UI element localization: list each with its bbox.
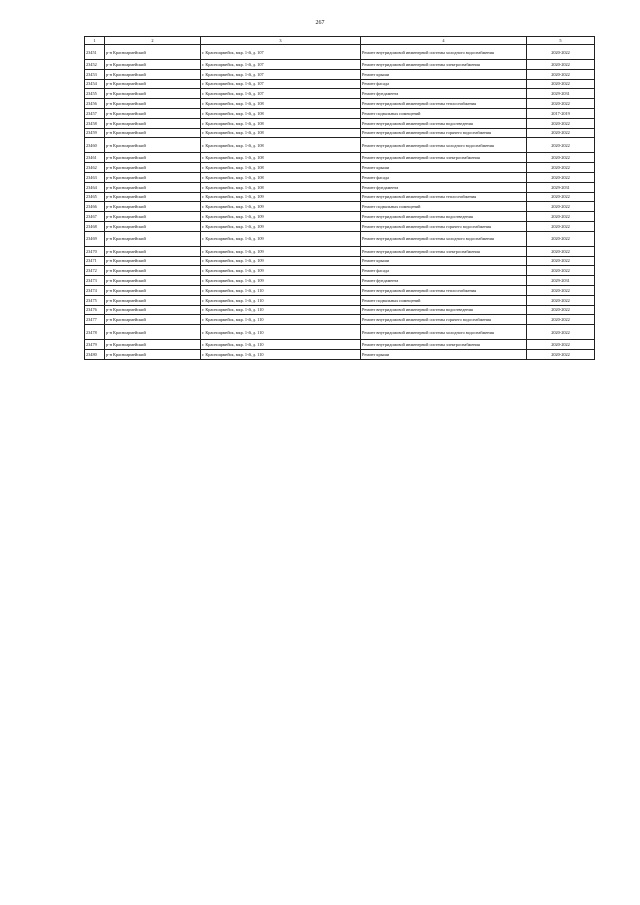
column-header-1: 1 [85, 37, 105, 45]
column-header-5: 5 [527, 37, 595, 45]
cell-district: р-н Красноармейский [105, 79, 201, 89]
table-row [85, 256, 595, 266]
cell-address: г. Красноармейск, мкр. 1-й, д. 109 [201, 231, 361, 246]
table-row [85, 221, 595, 231]
table-row [85, 266, 595, 276]
table-row [85, 202, 595, 212]
cell-number: 23478 [85, 325, 105, 340]
cell-district: р-н Красноармейский [105, 276, 201, 286]
cell-address: г. Красноармейск, мкр. 1-й, д. 108 [201, 138, 361, 153]
table-row [85, 246, 595, 256]
table-row [85, 325, 595, 340]
cell-number: 23462 [85, 163, 105, 173]
table-row [85, 172, 595, 182]
cell-address: г. Красноармейск, мкр. 1-й, д. 110 [201, 325, 361, 340]
cell-work-type: Ремонт подвальных помещений [361, 202, 527, 212]
cell-period: 2029-2031 [527, 276, 595, 286]
table-row [85, 45, 595, 60]
cell-number: 23477 [85, 315, 105, 325]
cell-work-type: Ремонт внутридомовой инженерной системы водоотведения [361, 212, 527, 222]
cell-address: г. Красноармейск, мкр. 1-й, д. 109 [201, 192, 361, 202]
cell-address: г. Красноармейск, мкр. 1-й, д. 107 [201, 89, 361, 99]
cell-district: р-н Красноармейский [105, 305, 201, 315]
cell-district: р-н Красноармейский [105, 99, 201, 109]
cell-address: г. Красноармейск, мкр. 1-й, д. 108 [201, 118, 361, 128]
cell-work-type: Ремонт внутридомовой инженерной системы горячего водоснабжения [361, 128, 527, 138]
cell-district: р-н Красноармейский [105, 118, 201, 128]
cell-district: р-н Красноармейский [105, 315, 201, 325]
cell-number: 23452 [85, 60, 105, 70]
cell-work-type: Ремонт внутридомовой инженерной системы горячего водоснабжения [361, 315, 527, 325]
cell-period: 2020-2022 [527, 349, 595, 359]
table-row [85, 118, 595, 128]
cell-number: 23456 [85, 99, 105, 109]
table-row [85, 340, 595, 350]
cell-district: р-н Красноармейский [105, 138, 201, 153]
cell-number: 23459 [85, 128, 105, 138]
table-row [85, 315, 595, 325]
cell-work-type: Ремонт внутридомовой инженерной системы теплоснабжения [361, 99, 527, 109]
cell-number: 23455 [85, 89, 105, 99]
repair-schedule-table [84, 36, 595, 360]
cell-district: р-н Красноармейский [105, 340, 201, 350]
cell-address: г. Красноармейск, мкр. 1-й, д. 109 [201, 266, 361, 276]
cell-district: р-н Красноармейский [105, 153, 201, 163]
cell-period: 2020-2022 [527, 315, 595, 325]
cell-period: 2020-2022 [527, 221, 595, 231]
cell-period: 2020-2022 [527, 69, 595, 79]
cell-number: 23458 [85, 118, 105, 128]
table-row [85, 231, 595, 246]
cell-work-type: Ремонт крыши [361, 69, 527, 79]
cell-work-type: Ремонт внутридомовой инженерной системы электроснабжения [361, 246, 527, 256]
cell-district: р-н Красноармейский [105, 202, 201, 212]
cell-number: 23467 [85, 212, 105, 222]
table-row [85, 89, 595, 99]
table-row [85, 60, 595, 70]
table-row [85, 212, 595, 222]
cell-number: 23468 [85, 221, 105, 231]
cell-address: г. Красноармейск, мкр. 1-й, д. 107 [201, 69, 361, 79]
cell-number: 23474 [85, 285, 105, 295]
table-body [85, 45, 595, 360]
table-row [85, 153, 595, 163]
cell-number: 23460 [85, 138, 105, 153]
cell-work-type: Ремонт крыши [361, 256, 527, 266]
table-row [85, 295, 595, 305]
cell-district: р-н Красноармейский [105, 182, 201, 192]
cell-period: 2020-2022 [527, 295, 595, 305]
table-row [85, 79, 595, 89]
cell-district: р-н Красноармейский [105, 285, 201, 295]
cell-address: г. Красноармейск, мкр. 1-й, д. 108 [201, 172, 361, 182]
cell-district: р-н Красноармейский [105, 266, 201, 276]
cell-work-type: Ремонт фасада [361, 172, 527, 182]
cell-address: г. Красноармейск, мкр. 1-й, д. 109 [201, 256, 361, 266]
cell-period: 2020-2022 [527, 266, 595, 276]
cell-district: р-н Красноармейский [105, 69, 201, 79]
cell-work-type: Ремонт внутридомовой инженерной системы горячего водоснабжения [361, 221, 527, 231]
cell-address: г. Красноармейск, мкр. 1-й, д. 110 [201, 285, 361, 295]
cell-district: р-н Красноармейский [105, 231, 201, 246]
cell-district: р-н Красноармейский [105, 89, 201, 99]
cell-period: 2017-2019 [527, 108, 595, 118]
cell-district: р-н Красноармейский [105, 45, 201, 60]
cell-period: 2020-2022 [527, 192, 595, 202]
cell-number: 23451 [85, 45, 105, 60]
table-row [85, 99, 595, 109]
cell-work-type: Ремонт внутридомовой инженерной системы холодного водоснабжения [361, 45, 527, 60]
cell-number: 23479 [85, 340, 105, 350]
cell-work-type: Ремонт внутридомовой инженерной системы холодного водоснабжения [361, 138, 527, 153]
cell-work-type: Ремонт фундамента [361, 89, 527, 99]
cell-period: 2020-2022 [527, 231, 595, 246]
table-row [85, 305, 595, 315]
column-header-3: 3 [201, 37, 361, 45]
table-row [85, 285, 595, 295]
cell-work-type: Ремонт фасада [361, 266, 527, 276]
cell-work-type: Ремонт внутридомовой инженерной системы водоотведения [361, 118, 527, 128]
cell-address: г. Красноармейск, мкр. 1-й, д. 107 [201, 60, 361, 70]
cell-number: 23457 [85, 108, 105, 118]
cell-number: 23465 [85, 192, 105, 202]
cell-period: 2029-2031 [527, 182, 595, 192]
cell-address: г. Красноармейск, мкр. 1-й, д. 110 [201, 305, 361, 315]
cell-period: 2020-2022 [527, 45, 595, 60]
cell-work-type: Ремонт крыши [361, 163, 527, 173]
table-row [85, 128, 595, 138]
cell-work-type: Ремонт подвальных помещений [361, 108, 527, 118]
cell-work-type: Ремонт внутридомовой инженерной системы теплоснабжения [361, 285, 527, 295]
cell-district: р-н Красноармейский [105, 349, 201, 359]
cell-address: г. Красноармейск, мкр. 1-й, д. 108 [201, 108, 361, 118]
cell-period: 2020-2022 [527, 138, 595, 153]
cell-number: 23461 [85, 153, 105, 163]
cell-number: 23454 [85, 79, 105, 89]
cell-address: г. Красноармейск, мкр. 1-й, д. 109 [201, 202, 361, 212]
cell-number: 23472 [85, 266, 105, 276]
cell-period: 2029-2031 [527, 89, 595, 99]
cell-number: 23475 [85, 295, 105, 305]
cell-address: г. Красноармейск, мкр. 1-й, д. 110 [201, 340, 361, 350]
cell-work-type: Ремонт внутридомовой инженерной системы электроснабжения [361, 153, 527, 163]
table-header [85, 37, 595, 45]
table-row [85, 163, 595, 173]
cell-address: г. Красноармейск, мкр. 1-й, д. 108 [201, 128, 361, 138]
cell-number: 23466 [85, 202, 105, 212]
cell-work-type: Ремонт фасада [361, 79, 527, 89]
cell-work-type: Ремонт крыши [361, 349, 527, 359]
cell-period: 2020-2022 [527, 153, 595, 163]
cell-district: р-н Красноармейский [105, 246, 201, 256]
cell-number: 23469 [85, 231, 105, 246]
cell-period: 2020-2022 [527, 99, 595, 109]
cell-number: 23463 [85, 172, 105, 182]
cell-period: 2020-2022 [527, 325, 595, 340]
cell-period: 2020-2022 [527, 340, 595, 350]
cell-address: г. Красноармейск, мкр. 1-й, д. 107 [201, 79, 361, 89]
cell-address: г. Красноармейск, мкр. 1-й, д. 108 [201, 153, 361, 163]
cell-number: 23476 [85, 305, 105, 315]
cell-work-type: Ремонт внутридомовой инженерной системы холодного водоснабжения [361, 231, 527, 246]
cell-address: г. Красноармейск, мкр. 1-й, д. 108 [201, 182, 361, 192]
cell-work-type: Ремонт внутридомовой инженерной системы электроснабжения [361, 60, 527, 70]
cell-district: р-н Красноармейский [105, 192, 201, 202]
cell-district: р-н Красноармейский [105, 221, 201, 231]
cell-address: г. Красноармейск, мкр. 1-й, д. 109 [201, 221, 361, 231]
cell-address: г. Красноармейск, мкр. 1-й, д. 109 [201, 212, 361, 222]
cell-period: 2020-2022 [527, 118, 595, 128]
table-row [85, 192, 595, 202]
table-row [85, 138, 595, 153]
cell-address: г. Красноармейск, мкр. 1-й, д. 109 [201, 246, 361, 256]
cell-period: 2020-2022 [527, 128, 595, 138]
column-header-2: 2 [105, 37, 201, 45]
cell-district: р-н Красноармейский [105, 163, 201, 173]
table-row [85, 108, 595, 118]
cell-address: г. Красноармейск, мкр. 1-й, д. 108 [201, 163, 361, 173]
cell-period: 2020-2022 [527, 172, 595, 182]
cell-address: г. Красноармейск, мкр. 1-й, д. 108 [201, 99, 361, 109]
page-number: 267 [315, 20, 325, 26]
cell-period: 2020-2022 [527, 305, 595, 315]
cell-work-type: Ремонт фундамента [361, 182, 527, 192]
cell-district: р-н Красноармейский [105, 108, 201, 118]
cell-address: г. Красноармейск, мкр. 1-й, д. 107 [201, 45, 361, 60]
cell-work-type: Ремонт внутридомовой инженерной системы теплоснабжения [361, 192, 527, 202]
table-row [85, 69, 595, 79]
header-row [85, 37, 595, 45]
cell-district: р-н Красноармейский [105, 172, 201, 182]
cell-period: 2020-2022 [527, 246, 595, 256]
cell-district: р-н Красноармейский [105, 256, 201, 266]
cell-address: г. Красноармейск, мкр. 1-й, д. 110 [201, 349, 361, 359]
cell-period: 2020-2022 [527, 285, 595, 295]
cell-work-type: Ремонт внутридомовой инженерной системы электроснабжения [361, 340, 527, 350]
cell-number: 23464 [85, 182, 105, 192]
cell-number: 23480 [85, 349, 105, 359]
cell-period: 2020-2022 [527, 60, 595, 70]
cell-district: р-н Красноармейский [105, 295, 201, 305]
cell-number: 23453 [85, 69, 105, 79]
table-row [85, 276, 595, 286]
cell-period: 2020-2022 [527, 163, 595, 173]
cell-district: р-н Красноармейский [105, 212, 201, 222]
cell-address: г. Красноармейск, мкр. 1-й, д. 109 [201, 276, 361, 286]
cell-number: 23471 [85, 256, 105, 266]
cell-number: 23473 [85, 276, 105, 286]
cell-period: 2020-2022 [527, 79, 595, 89]
cell-district: р-н Красноармейский [105, 128, 201, 138]
cell-work-type: Ремонт внутридомовой инженерной системы водоотведения [361, 305, 527, 315]
cell-address: г. Красноармейск, мкр. 1-й, д. 110 [201, 295, 361, 305]
cell-period: 2020-2022 [527, 212, 595, 222]
cell-period: 2020-2022 [527, 256, 595, 266]
cell-work-type: Ремонт фундамента [361, 276, 527, 286]
cell-district: р-н Красноармейский [105, 325, 201, 340]
cell-work-type: Ремонт подвальных помещений [361, 295, 527, 305]
cell-address: г. Красноармейск, мкр. 1-й, д. 110 [201, 315, 361, 325]
cell-number: 23470 [85, 246, 105, 256]
table-row [85, 182, 595, 192]
cell-period: 2020-2022 [527, 202, 595, 212]
table-row [85, 349, 595, 359]
cell-work-type: Ремонт внутридомовой инженерной системы холодного водоснабжения [361, 325, 527, 340]
cell-district: р-н Красноармейский [105, 60, 201, 70]
column-header-4: 4 [361, 37, 527, 45]
